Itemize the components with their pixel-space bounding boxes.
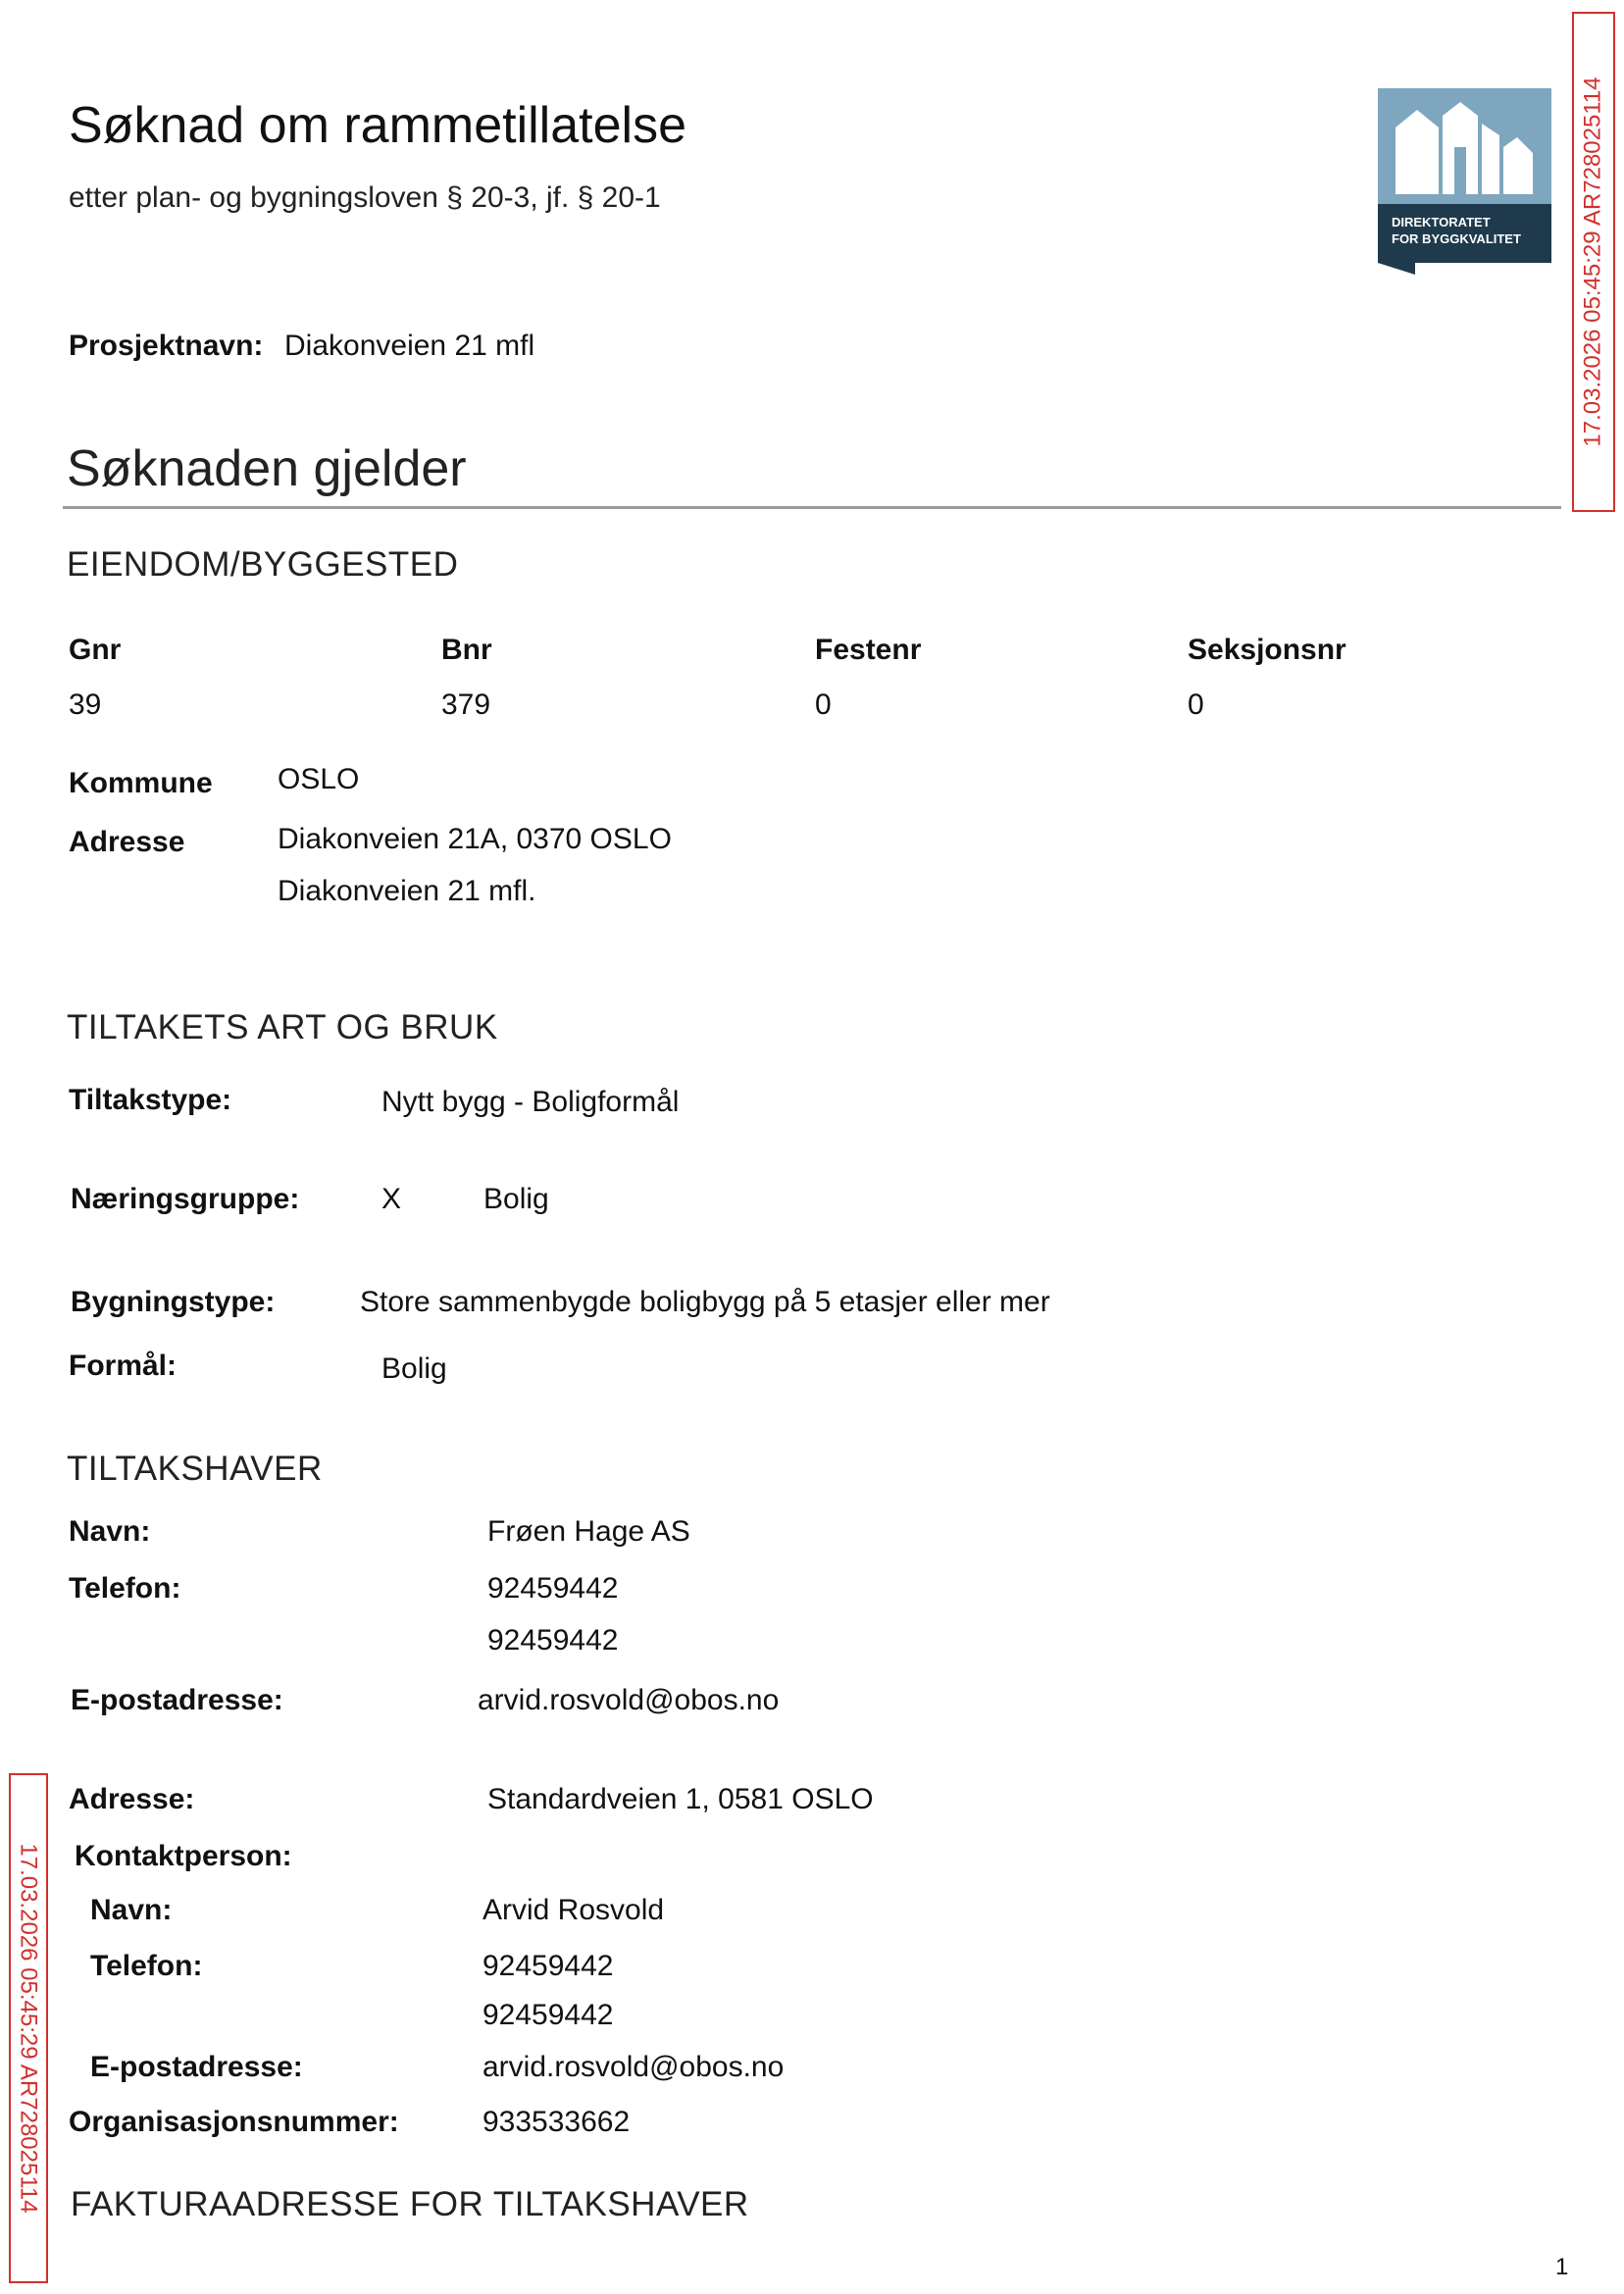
timestamp-stamp-top bbox=[1572, 12, 1615, 512]
faktura-heading: FAKTURAADRESSE FOR TILTAKSHAVER bbox=[71, 2185, 749, 2223]
kp-telefon-value1: 92459442 bbox=[482, 1950, 614, 1982]
bnr-label: Bnr bbox=[441, 634, 492, 666]
th-adresse-label: Adresse: bbox=[69, 1783, 195, 1815]
gnr-value: 39 bbox=[69, 688, 102, 721]
dibk-logo bbox=[1378, 88, 1551, 275]
naeringsgruppe-value: Bolig bbox=[483, 1183, 549, 1215]
orgnr-label: Organisasjonsnummer: bbox=[69, 2106, 399, 2138]
th-telefon-value1: 92459442 bbox=[487, 1572, 619, 1605]
project-value: Diakonveien 21 mfl bbox=[284, 330, 535, 362]
formal-label: Formål: bbox=[69, 1350, 178, 1382]
page-number: 1 bbox=[1555, 2254, 1569, 2280]
logo-text-line2: FOR BYGGKVALITET bbox=[1392, 231, 1521, 246]
festenr-value: 0 bbox=[815, 688, 832, 721]
kp-navn-label: Navn: bbox=[90, 1894, 173, 1926]
seksjonsnr-value: 0 bbox=[1188, 688, 1204, 721]
kp-epost-value: arvid.rosvold@obos.no bbox=[482, 2051, 785, 2083]
th-adresse-value: Standardveien 1, 0581 OSLO bbox=[487, 1783, 874, 1815]
bnr-value: 379 bbox=[441, 688, 491, 721]
kp-epost-label: E-postadresse: bbox=[90, 2051, 303, 2083]
kp-telefon-value2: 92459442 bbox=[482, 1999, 614, 2031]
section-title: Søknaden gjelder bbox=[67, 440, 467, 497]
property-heading: EIENDOM/BYGGESTED bbox=[67, 545, 459, 584]
timestamp-stamp-bottom bbox=[9, 1773, 48, 2283]
festenr-label: Festenr bbox=[815, 634, 922, 666]
th-navn-value: Frøen Hage AS bbox=[487, 1515, 690, 1548]
gnr-label: Gnr bbox=[69, 634, 122, 666]
th-telefon-value2: 92459442 bbox=[487, 1624, 619, 1657]
document-title: Søknad om rammetillatelse bbox=[69, 97, 686, 154]
th-navn-label: Navn: bbox=[69, 1515, 151, 1548]
section-divider bbox=[63, 506, 1561, 509]
tiltakshaver-heading: TILTAKSHAVER bbox=[67, 1450, 323, 1488]
kommune-value: OSLO bbox=[278, 763, 360, 795]
bygningstype-value: Store sammenbygde boligbygg på 5 etasjer eller mer bbox=[360, 1286, 1050, 1318]
tiltakstype-value: Nytt bygg - Boligformål bbox=[381, 1086, 680, 1118]
formal-value: Bolig bbox=[381, 1352, 447, 1385]
stamp-text-bottom: 17.03.2026 05:45:29 AR728025114 bbox=[16, 1843, 42, 2214]
kp-navn-value: Arvid Rosvold bbox=[482, 1894, 665, 1926]
tiltakstype-label: Tiltakstype: bbox=[69, 1084, 232, 1116]
adresse-label: Adresse bbox=[69, 826, 185, 858]
kp-telefon-label: Telefon: bbox=[90, 1950, 203, 1982]
document-subtitle: etter plan- og bygningsloven § 20-3, jf. § 20-1 bbox=[69, 181, 661, 214]
dibk-logo-graphic bbox=[1378, 88, 1551, 275]
naeringsgruppe-label: Næringsgruppe: bbox=[71, 1183, 300, 1215]
stamp-text-top: 17.03.2026 05:45:29 AR728025114 bbox=[1580, 76, 1606, 447]
kommune-label: Kommune bbox=[69, 767, 213, 799]
th-epost-label: E-postadresse: bbox=[71, 1684, 283, 1716]
logo-text-line1: DIREKTORATET bbox=[1392, 215, 1491, 229]
project-label: Prosjektnavn: bbox=[69, 330, 264, 362]
kontaktperson-label: Kontaktperson: bbox=[75, 1840, 292, 1872]
adresse-line1: Diakonveien 21A, 0370 OSLO bbox=[278, 823, 672, 855]
tiltak-heading: TILTAKETS ART OG BRUK bbox=[67, 1008, 498, 1046]
th-epost-value: arvid.rosvold@obos.no bbox=[478, 1684, 780, 1716]
seksjonsnr-label: Seksjonsnr bbox=[1188, 634, 1346, 666]
adresse-line2: Diakonveien 21 mfl. bbox=[278, 875, 536, 907]
orgnr-value: 933533662 bbox=[482, 2106, 631, 2138]
th-telefon-label: Telefon: bbox=[69, 1572, 181, 1605]
naeringsgruppe-code: X bbox=[381, 1183, 402, 1215]
bygningstype-label: Bygningstype: bbox=[71, 1286, 276, 1318]
